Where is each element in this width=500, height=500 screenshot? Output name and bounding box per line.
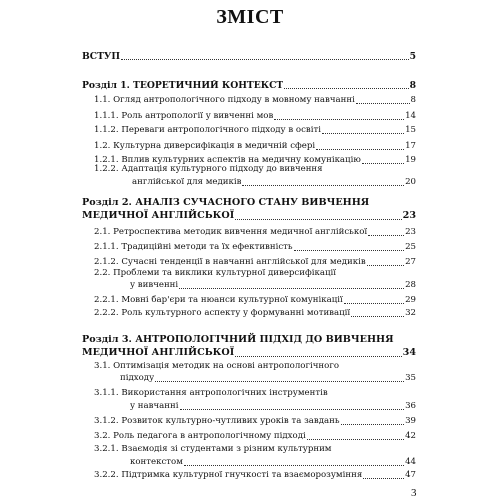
toc-entry-page: 20 bbox=[405, 177, 416, 187]
toc-entry-3-1-2 bbox=[94, 416, 416, 427]
dot-leader bbox=[155, 381, 404, 382]
toc-entry-section-3 bbox=[82, 346, 416, 359]
dot-leader bbox=[362, 163, 404, 164]
dot-leader bbox=[242, 185, 404, 186]
toc-entry-page: 8 bbox=[410, 95, 416, 105]
dot-leader bbox=[284, 88, 408, 89]
dot-leader bbox=[344, 303, 404, 304]
toc-entry-text: 1.1. Огляд антропологічного підходу в мовному навчанні bbox=[94, 95, 355, 105]
dot-leader bbox=[341, 424, 404, 425]
toc-entry-text: 1.2.1. Вплив культурних аспектів на медичну комунікацію bbox=[94, 155, 361, 165]
toc-entry-2-2-line1: 2.2. Проблеми та виклики культурної диверсифікації bbox=[94, 268, 336, 278]
dot-leader bbox=[274, 119, 404, 120]
dot-leader bbox=[235, 219, 401, 220]
toc-entry-text: ВСТУП bbox=[82, 51, 121, 62]
toc-entry-section-1 bbox=[82, 80, 416, 91]
toc-entry-text: 1.2. Культурна диверсифікація в медичній сфері bbox=[94, 141, 316, 151]
toc-entry-3-1-1 bbox=[130, 401, 416, 412]
toc-entry-page: 28 bbox=[405, 280, 416, 290]
toc-entry-3-2 bbox=[94, 431, 416, 442]
toc-entry-text: 2.1.1. Традиційні методи та їх ефективність bbox=[94, 242, 293, 252]
dot-leader bbox=[367, 265, 404, 266]
dot-leader bbox=[351, 316, 404, 317]
toc-entry-text: МЕДИЧНОЇ АНГЛІЙСЬКОЇ bbox=[82, 210, 235, 221]
dot-leader bbox=[307, 439, 404, 440]
toc-entry-intro bbox=[82, 51, 416, 62]
toc-entry-page: 23 bbox=[402, 210, 416, 221]
toc-entry-page: 25 bbox=[405, 242, 416, 252]
toc-entry-text: 3.2. Роль педагога в антропологічному підході bbox=[94, 431, 306, 441]
dot-leader bbox=[363, 478, 404, 479]
toc-entry-page: 39 bbox=[405, 416, 416, 426]
toc-entry-text: у вивченні bbox=[130, 280, 179, 290]
toc-entry-text: підходу bbox=[120, 373, 155, 383]
dot-leader bbox=[180, 409, 405, 410]
dot-leader bbox=[294, 250, 404, 251]
toc-entry-3-1-line1: 3.1. Оптимізація методик на основі антропологічного bbox=[94, 361, 339, 371]
toc-entry-2-2-2 bbox=[94, 308, 416, 319]
toc-entry-3-2-1 bbox=[130, 457, 416, 468]
dot-leader bbox=[121, 59, 409, 60]
toc-entry-text: у навчанні bbox=[130, 401, 179, 411]
toc-entry-text: 1.1.2. Переваги антропологічного підходу в освіті bbox=[94, 125, 321, 135]
toc-entry-2-1 bbox=[94, 227, 416, 238]
dot-leader bbox=[322, 133, 404, 134]
toc-entry-section-2 bbox=[82, 209, 416, 222]
toc-entry-page: 5 bbox=[409, 51, 416, 62]
toc-entry-page: 17 bbox=[405, 141, 416, 151]
toc-entry-page: 34 bbox=[402, 347, 416, 358]
toc-entry-section-3-line1: Розділ 3. АНТРОПОЛОГІЧНИЙ ПІДХІД ДО ВИВЧЕННЯ bbox=[82, 334, 394, 345]
toc-entry-text: 2.2.2. Роль культурного аспекту у формуванні мотивації bbox=[94, 308, 351, 318]
toc-entry-3-2-2 bbox=[94, 470, 416, 481]
toc-entry-3-1 bbox=[120, 373, 416, 384]
dot-leader bbox=[235, 356, 401, 357]
toc-entry-1-1 bbox=[94, 95, 416, 106]
dot-leader bbox=[179, 288, 404, 289]
toc-entry-text: Розділ 1. ТЕОРЕТИЧНИЙ КОНТЕКСТ bbox=[82, 80, 284, 91]
toc-entry-1-1-1 bbox=[94, 111, 416, 122]
dot-leader bbox=[368, 235, 404, 236]
toc-entry-2-2-1 bbox=[94, 295, 416, 306]
toc-entry-page: 42 bbox=[405, 431, 416, 441]
toc-entry-text: контекстом bbox=[130, 457, 183, 467]
toc-entry-text: 1.1.1. Роль антропології у вивченні мов bbox=[94, 111, 274, 121]
toc-entry-page: 47 bbox=[405, 470, 416, 480]
toc-entry-2-2 bbox=[130, 280, 416, 291]
toc-entry-page: 27 bbox=[405, 257, 416, 267]
toc-entry-text: 3.2.2. Підтримка культурної гнучкості та взаєморозуміння bbox=[94, 470, 363, 480]
toc-entry-1-1-2 bbox=[94, 125, 416, 136]
toc-entry-page: 36 bbox=[405, 401, 416, 411]
toc-entry-1-2-2 bbox=[132, 177, 416, 188]
toc-entry-text: 2.2.1. Мовні бар'єри та нюанси культурної комунікації bbox=[94, 295, 343, 305]
page-title: ЗМІСТ bbox=[216, 6, 284, 28]
toc-entry-2-1-1 bbox=[94, 242, 416, 253]
toc-entry-text: англійської для медиків bbox=[132, 177, 242, 187]
toc-entry-page: 35 bbox=[405, 373, 416, 383]
toc-entry-text: 2.1. Ретроспектива методик вивчення медичної англійської bbox=[94, 227, 368, 237]
toc-entry-page: 15 bbox=[405, 125, 416, 135]
toc-entry-3-1-1-line1: 3.1.1. Використання антропологічних інструментів bbox=[94, 388, 328, 398]
toc-entry-3-2-1-line1: 3.2.1. Взаємодія зі студентами з різним культурним bbox=[94, 444, 332, 454]
toc-entry-page: 23 bbox=[405, 227, 416, 237]
toc-entry-text: 2.1.2. Сучасні тенденції в навчанні англійської для медиків bbox=[94, 257, 366, 267]
toc-entry-page: 32 bbox=[405, 308, 416, 318]
dot-leader bbox=[316, 149, 404, 150]
toc-entry-page: 44 bbox=[405, 457, 416, 467]
toc-entry-page: 8 bbox=[409, 80, 416, 91]
toc-entry-page: 14 bbox=[405, 111, 416, 121]
dot-leader bbox=[184, 465, 404, 466]
toc-entry-1-2 bbox=[94, 141, 416, 152]
toc-entry-page: 19 bbox=[405, 155, 416, 165]
toc-entry-text: МЕДИЧНОЇ АНГЛІЙСЬКОЇ bbox=[82, 347, 235, 358]
toc-entry-section-2-line1: Розділ 2. АНАЛІЗ СУЧАСНОГО СТАНУ ВИВЧЕННЯ bbox=[82, 197, 370, 208]
toc-entry-2-1-2 bbox=[94, 257, 416, 268]
dot-leader bbox=[356, 103, 410, 104]
toc-entry-1-2-2-line1: 1.2.2. Адаптація культурного підходу до вивчення bbox=[94, 164, 323, 174]
toc-entry-page: 29 bbox=[405, 295, 416, 305]
toc-entry-text: 3.1.2. Розвиток культурно-чутливих уроків та завдань bbox=[94, 416, 340, 426]
page-number: 3 bbox=[411, 487, 417, 499]
